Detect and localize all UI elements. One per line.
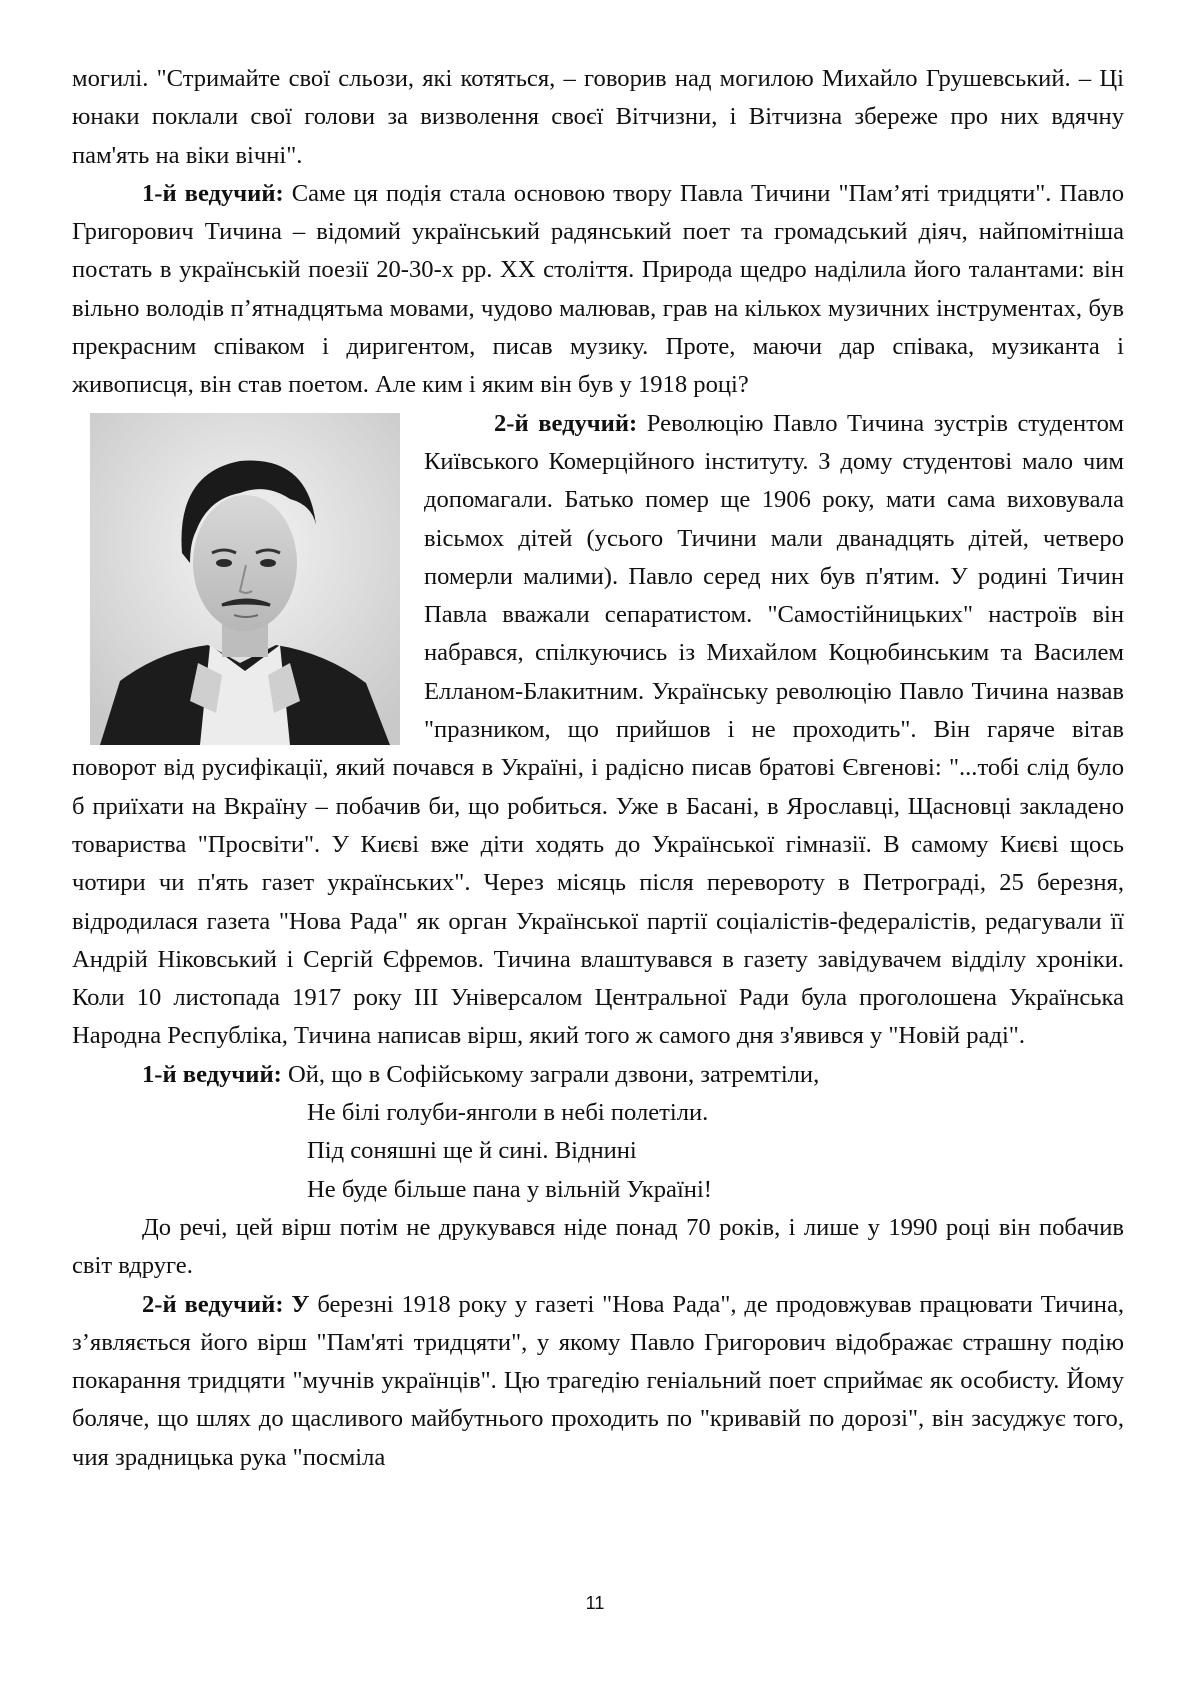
speaker-label: 2-й ведучий:	[494, 409, 638, 437]
poem-line: Ой, що в Софійському заграли дзвони, затремтіли,	[281, 1060, 820, 1088]
poem-first-line	[72, 1056, 1124, 1094]
page-number: 11	[585, 1593, 605, 1613]
paragraph-2	[72, 175, 1124, 405]
poem-line: Під соняшні ще й сині. Віднині	[307, 1137, 637, 1165]
speaker-label: 1-й ведучий:	[142, 179, 284, 207]
paragraph-text: березні 1918 року у газеті "Нова Рада", де продовжував працювати Тичина, з’являється його вірш "Пам'яті тридцяти", у якому Павло Григорович відображає страшну подію покарання тридцяти "мучнів українців". Цю трагедію геніальний поет сприймає як особисту. Йому боляче, що шлях до щасливого майбутнього проходить по "кривавій по дорозі", він засуджує того, чия зрадницька рука "посміла	[72, 1290, 1125, 1471]
paragraph-4: До речі, цей вірш потім не друкувався ніде понад 70 років, і лише у 1990 році він побачив світ вдруге.	[72, 1213, 1124, 1280]
paragraph-text: Саме ця подія стала основою твору Павла Тичини "Пам’яті тридцяти". Павло Григорович Тичина – відомий український радянський поет та громадський діяч, найпомітніша постать в українській поезії 20-30-х рр. ХХ століття. Природа щедро наділила його талантами: він вільно володів п’ятнадцятьма мовами, чудово малював, грав на кількох музичних інструментах, був прекрасним співаком і диригентом, писав музику. Проте, маючи дар співака, музиканта і живописця, він став поетом. Але ким і яким він був у 1918 році?	[72, 179, 1124, 399]
document-page	[72, 60, 1124, 1477]
paragraph-text: Революцію Павло Тичина зустрів студентом Київського Комерційного інституту. З дому студентові мало чим допомагали. Батько помер ще 1906 року, мати сама виховувала вісьмох дітей (усього Тичини мали дванадцять дітей, четверо померли малими). Павло серед них був п'ятим. У родині Тичин Павла вважали сепаратистом. "Самостійницьких" настроїв він набрався, спілкуючись із Михайлом Коцюбинським та Василем Елланом-Блакитним. Українську революцію Павло Тичина назвав "празником, що прийшов і не проходить". Він гаряче вітав поворот від русифікації, який почався в Україні, і радісно писав братові Євгенові: "...тобі слід було б приїхати на Вкраїну – побачив би, що робиться. Уже в Басані, в Ярославці, Щасновці закладено товариства "Просвіти". У Києві вже діти ходять до Української гімназії. В самому Києві щось чотири чи п'ять газет українських". Через місяць після перевороту в Петрограді, 25 березня, відродилася газета "Нова Рада" як орган Української партії соціалістів-федералістів, редагували її Андрій Ніковський і Сергій Єфремов. Тичина влаштувався в газету завідувачем відділу хроніки. Коли 10 листопада 1917 року III Універсалом Центральної Ради була проголошена Українська Народна Республіка, Тичина написав вірш, який того ж самого дня з'явився у "Новій раді".	[72, 409, 1124, 1050]
portrait-photo	[90, 413, 400, 745]
speaker-label: 2-й ведучий: У	[142, 1290, 310, 1318]
paragraph-5	[72, 1286, 1124, 1477]
paragraph-1: могилі. "Стримайте свої сльози, які котяться, – говорив над могилою Михайло Грушевський. – Ці юнаки поклали свої голови за визволення своєї Вітчизни, і Вітчизна збереже про них вдячну пам'ять на віки вічні".	[72, 65, 1124, 169]
poem-line: Не буде більше пана у вільній Україні!	[307, 1175, 712, 1203]
speaker-label: 1-й ведучий:	[142, 1060, 282, 1088]
poem-line: Не білі голуби-янголи в небі полетіли.	[307, 1099, 709, 1127]
poem	[72, 1056, 1124, 1209]
